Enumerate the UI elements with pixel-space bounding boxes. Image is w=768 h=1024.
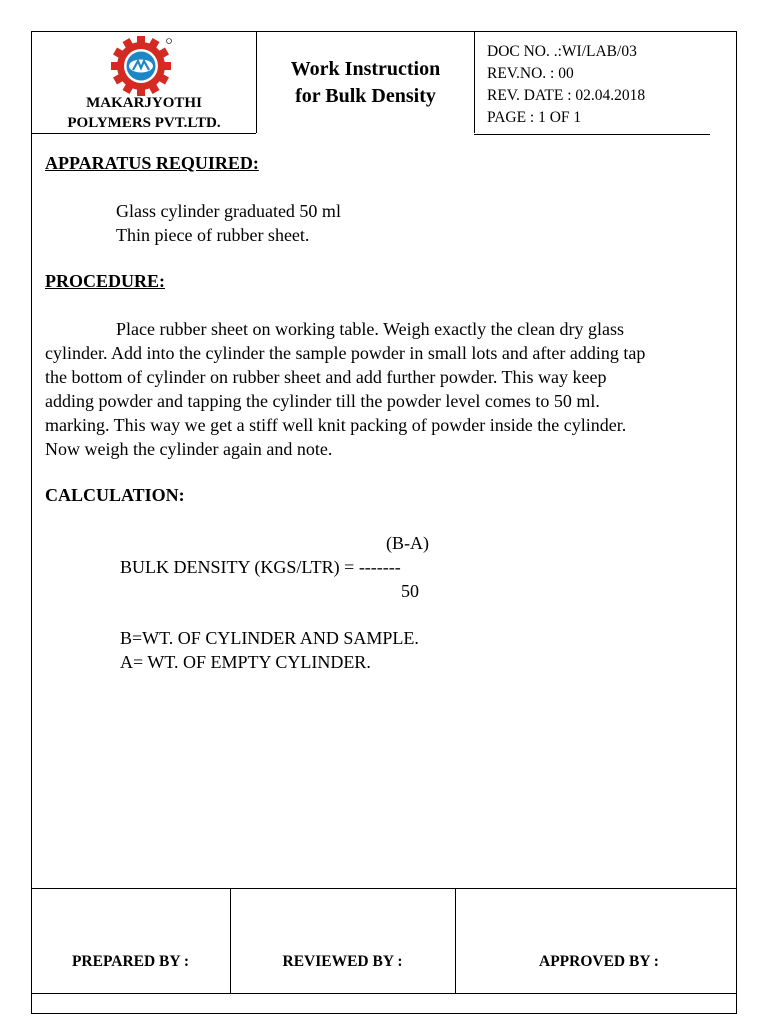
reviewed-by-label: REVIEWED BY : bbox=[282, 953, 403, 970]
definition-a: A= WT. OF EMPTY CYLINDER. bbox=[120, 652, 371, 672]
document-meta bbox=[487, 41, 645, 129]
company-name-line2: POLYMERS PVT.LTD. bbox=[67, 115, 221, 131]
signoff-bottom-rule bbox=[31, 993, 737, 994]
apparatus-list bbox=[116, 199, 341, 247]
document-title bbox=[257, 56, 474, 110]
formula-equation: BULK DENSITY (KGS/LTR) = ------- bbox=[120, 557, 401, 577]
formula-denominator: 50 bbox=[401, 581, 419, 601]
signoff-divider-right bbox=[455, 888, 456, 993]
title-line1: Work Instruction bbox=[290, 58, 441, 80]
procedure-line: cylinder. Add into the cylinder the sample powder in small lots and after adding tap bbox=[45, 343, 646, 363]
apparatus-item: Thin piece of rubber sheet. bbox=[116, 225, 310, 245]
apparatus-item: Glass cylinder graduated 50 ml bbox=[116, 201, 341, 221]
header-bottom-rule-left bbox=[31, 133, 256, 134]
revision-number: REV.NO. : 00 bbox=[487, 65, 574, 82]
company-gear-logo-icon bbox=[105, 34, 177, 96]
procedure-line: Place rubber sheet on working table. Weigh exactly the clean dry glass bbox=[116, 319, 625, 339]
page-number: PAGE : 1 OF 1 bbox=[487, 109, 582, 126]
signoff-divider-left bbox=[230, 888, 231, 993]
title-line2: for Bulk Density bbox=[295, 85, 436, 107]
header-bottom-rule-right bbox=[474, 134, 710, 135]
definition-b: B=WT. OF CYLINDER AND SAMPLE. bbox=[120, 628, 419, 648]
procedure-text bbox=[45, 317, 725, 461]
doc-number: DOC NO. .:WI/LAB/03 bbox=[487, 43, 637, 60]
apparatus-heading: APPARATUS REQUIRED: bbox=[45, 153, 259, 173]
procedure-line: marking. This way we get a stiff well knit packing of powder inside the cylinder. bbox=[45, 415, 627, 435]
header-divider-right bbox=[474, 31, 475, 133]
approved-by-label: APPROVED BY : bbox=[539, 953, 659, 970]
signoff-top-rule bbox=[31, 888, 737, 889]
company-name-line1: MAKARJYOTHI bbox=[86, 95, 202, 111]
company-name bbox=[31, 93, 257, 133]
procedure-line: the bottom of cylinder on rubber sheet and add further powder. This way keep bbox=[45, 367, 607, 387]
procedure-heading: PROCEDURE: bbox=[45, 271, 165, 291]
revision-date: REV. DATE : 02.04.2018 bbox=[487, 87, 646, 104]
formula-numerator: (B-A) bbox=[386, 533, 429, 553]
calculation-heading: CALCULATION: bbox=[45, 485, 185, 505]
page-border bbox=[31, 31, 737, 1014]
procedure-line: adding powder and tapping the cylinder till the powder level comes to 50 ml. bbox=[45, 391, 600, 411]
prepared-by-label: PREPARED BY : bbox=[71, 953, 190, 970]
variable-definitions bbox=[120, 626, 419, 674]
procedure-line: Now weigh the cylinder again and note. bbox=[45, 439, 333, 459]
